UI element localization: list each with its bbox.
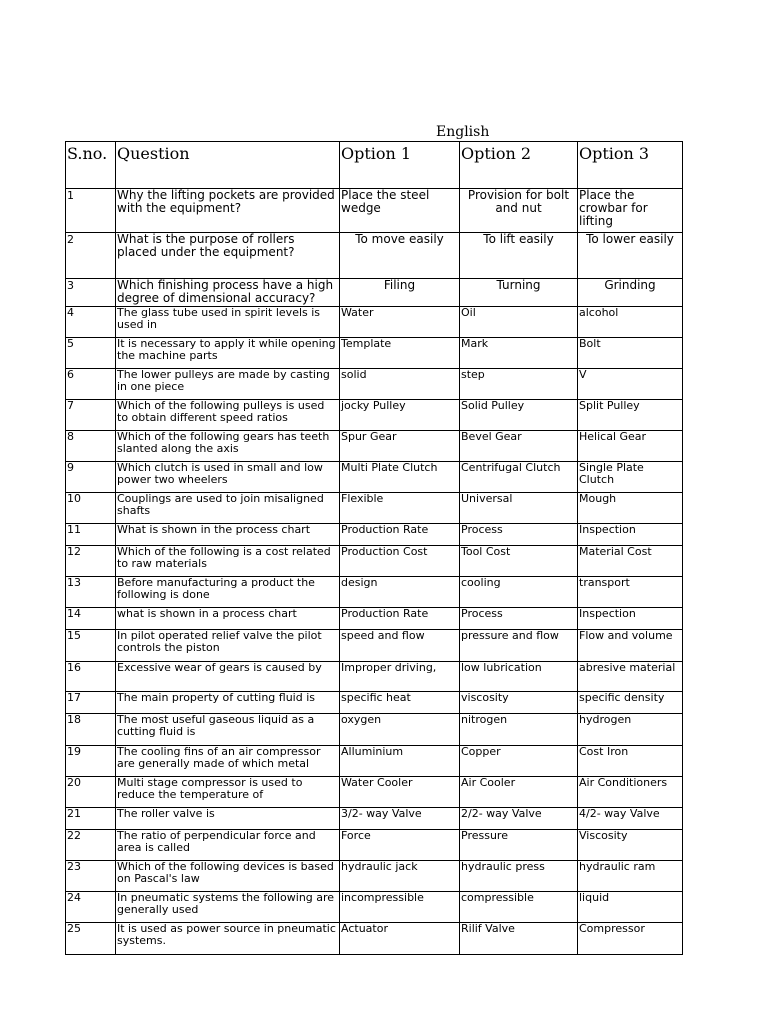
cell-option2: Air Cooler xyxy=(460,777,578,808)
cell-sno: 16 xyxy=(66,662,116,692)
cell-option2: pressure and flow xyxy=(460,630,578,662)
cell-option1: 3/2- way Valve xyxy=(340,808,460,830)
table-row xyxy=(66,923,683,955)
question-table xyxy=(65,141,683,955)
table-row xyxy=(66,524,683,546)
cell-option3: V xyxy=(578,369,683,400)
cell-question: Which clutch is used in small and low power two wheelers xyxy=(116,462,340,493)
header-option2: Option 2 xyxy=(460,142,578,189)
cell-option1: hydraulic jack xyxy=(340,861,460,892)
cell-sno: 13 xyxy=(66,577,116,608)
table-row xyxy=(66,279,683,307)
header-row xyxy=(66,142,683,189)
table-row xyxy=(66,714,683,746)
cell-option2: Pressure xyxy=(460,830,578,861)
cell-option3: transport xyxy=(578,577,683,608)
cell-question: It is used as power source in pneumatic systems. xyxy=(116,923,340,955)
cell-option2: Universal xyxy=(460,493,578,524)
cell-question: In pilot operated relief valve the pilot controls the piston xyxy=(116,630,340,662)
cell-option3: Mough xyxy=(578,493,683,524)
cell-sno: 17 xyxy=(66,692,116,714)
cell-option3: Inspection xyxy=(578,524,683,546)
cell-option1: incompressible xyxy=(340,892,460,923)
cell-sno: 1 xyxy=(66,189,116,233)
cell-sno: 8 xyxy=(66,431,116,462)
table-row xyxy=(66,861,683,892)
cell-question: The most useful gaseous liquid as a cutting fluid is xyxy=(116,714,340,746)
cell-option1: Filing xyxy=(340,279,460,307)
cell-sno: 2 xyxy=(66,233,116,279)
table-row xyxy=(66,189,683,233)
cell-option2: Oil xyxy=(460,307,578,338)
cell-option3: hydraulic ram xyxy=(578,861,683,892)
cell-question: The glass tube used in spirit levels is used in xyxy=(116,307,340,338)
table-row xyxy=(66,577,683,608)
table-row xyxy=(66,431,683,462)
cell-question: Which of the following gears has teeth slanted along the axis xyxy=(116,431,340,462)
cell-option1: speed and flow xyxy=(340,630,460,662)
cell-sno: 23 xyxy=(66,861,116,892)
cell-option1: Production Rate xyxy=(340,608,460,630)
cell-question: The ratio of perpendicular force and area is called xyxy=(116,830,340,861)
cell-sno: 19 xyxy=(66,746,116,777)
cell-option2: low lubrication xyxy=(460,662,578,692)
cell-option3: To lower easily xyxy=(578,233,683,279)
cell-option2: compressible xyxy=(460,892,578,923)
cell-option3: Place the crowbar for lifting xyxy=(578,189,683,233)
table-row xyxy=(66,746,683,777)
cell-option3: Viscosity xyxy=(578,830,683,861)
cell-sno: 15 xyxy=(66,630,116,662)
cell-question: Which of the following pulleys is used to obtain different speed ratios xyxy=(116,400,340,431)
cell-sno: 9 xyxy=(66,462,116,493)
cell-sno: 10 xyxy=(66,493,116,524)
cell-option3: alcohol xyxy=(578,307,683,338)
header-question: Question xyxy=(116,142,340,189)
cell-option3: Single Plate Clutch xyxy=(578,462,683,493)
cell-sno: 25 xyxy=(66,923,116,955)
cell-option1: Production Cost xyxy=(340,546,460,577)
table-row xyxy=(66,338,683,369)
table-row xyxy=(66,692,683,714)
table-row xyxy=(66,892,683,923)
cell-option2: Centrifugal Clutch xyxy=(460,462,578,493)
cell-option3: Material Cost xyxy=(578,546,683,577)
cell-option2: Turning xyxy=(460,279,578,307)
cell-question: what is shown in a process chart xyxy=(116,608,340,630)
cell-option2: Bevel Gear xyxy=(460,431,578,462)
cell-question: Excessive wear of gears is caused by xyxy=(116,662,340,692)
cell-option3: 4/2- way Valve xyxy=(578,808,683,830)
cell-option2: Process xyxy=(460,608,578,630)
cell-option3: Compressor xyxy=(578,923,683,955)
cell-option3: Air Conditioners xyxy=(578,777,683,808)
cell-question: What is the purpose of rollers placed under the equipment? xyxy=(116,233,340,279)
cell-option1: Multi Plate Clutch xyxy=(340,462,460,493)
table-row xyxy=(66,400,683,431)
cell-question: What is shown in the process chart xyxy=(116,524,340,546)
cell-option3: Cost Iron xyxy=(578,746,683,777)
cell-question: Which finishing process have a high degree of dimensional accuracy? xyxy=(116,279,340,307)
cell-option2: Process xyxy=(460,524,578,546)
cell-option1: Flexible xyxy=(340,493,460,524)
cell-option1: Spur Gear xyxy=(340,431,460,462)
cell-option1: solid xyxy=(340,369,460,400)
cell-option1: Production Rate xyxy=(340,524,460,546)
table-row xyxy=(66,830,683,861)
table-row xyxy=(66,546,683,577)
cell-option1: Actuator xyxy=(340,923,460,955)
cell-option2: step xyxy=(460,369,578,400)
cell-sno: 14 xyxy=(66,608,116,630)
table-row xyxy=(66,630,683,662)
cell-option3: hydrogen xyxy=(578,714,683,746)
cell-option3: Grinding xyxy=(578,279,683,307)
cell-question: Why the lifting pockets are provided with the equipment? xyxy=(116,189,340,233)
cell-option2: nitrogen xyxy=(460,714,578,746)
cell-option1: Force xyxy=(340,830,460,861)
cell-sno: 24 xyxy=(66,892,116,923)
table-row xyxy=(66,233,683,279)
cell-option2: hydraulic press xyxy=(460,861,578,892)
cell-option2: Tool Cost xyxy=(460,546,578,577)
cell-option3: Helical Gear xyxy=(578,431,683,462)
cell-option3: Split Pulley xyxy=(578,400,683,431)
cell-option1: design xyxy=(340,577,460,608)
cell-sno: 12 xyxy=(66,546,116,577)
cell-question: Couplings are used to join misaligned shafts xyxy=(116,493,340,524)
cell-question: The cooling fins of an air compressor are generally made of which metal xyxy=(116,746,340,777)
cell-question: The roller valve is xyxy=(116,808,340,830)
table-row xyxy=(66,662,683,692)
cell-sno: 18 xyxy=(66,714,116,746)
table-row xyxy=(66,608,683,630)
cell-option1: Template xyxy=(340,338,460,369)
cell-question: The main property of cutting fluid is xyxy=(116,692,340,714)
cell-question: Which of the following devices is based on Pascal's law xyxy=(116,861,340,892)
cell-option2: Copper xyxy=(460,746,578,777)
cell-option3: specific density xyxy=(578,692,683,714)
cell-question: Which of the following is a cost related to raw materials xyxy=(116,546,340,577)
cell-option1: oxygen xyxy=(340,714,460,746)
table-row xyxy=(66,808,683,830)
cell-sno: 21 xyxy=(66,808,116,830)
cell-option1: Place the steel wedge xyxy=(340,189,460,233)
header-option1: Option 1 xyxy=(340,142,460,189)
cell-sno: 11 xyxy=(66,524,116,546)
cell-sno: 22 xyxy=(66,830,116,861)
cell-option3: liquid xyxy=(578,892,683,923)
header-option3: Option 3 xyxy=(578,142,683,189)
cell-question: Multi stage compressor is used to reduce the temperature of xyxy=(116,777,340,808)
cell-question: It is necessary to apply it while opening the machine parts xyxy=(116,338,340,369)
cell-option1: To move easily xyxy=(340,233,460,279)
cell-option1: Water xyxy=(340,307,460,338)
cell-question: In pneumatic systems the following are generally used xyxy=(116,892,340,923)
table-row xyxy=(66,369,683,400)
cell-sno: 4 xyxy=(66,307,116,338)
cell-option2: Mark xyxy=(460,338,578,369)
table-row xyxy=(66,307,683,338)
cell-sno: 20 xyxy=(66,777,116,808)
language-label: English xyxy=(436,124,490,140)
cell-sno: 6 xyxy=(66,369,116,400)
header-sno: S.no. xyxy=(66,142,116,189)
cell-option1: Alluminium xyxy=(340,746,460,777)
cell-option1: Improper driving, xyxy=(340,662,460,692)
cell-sno: 5 xyxy=(66,338,116,369)
cell-sno: 3 xyxy=(66,279,116,307)
cell-question: The lower pulleys are made by casting in one piece xyxy=(116,369,340,400)
cell-option1: specific heat xyxy=(340,692,460,714)
cell-option3: abresive material xyxy=(578,662,683,692)
table-row xyxy=(66,493,683,524)
cell-option1: Water Cooler xyxy=(340,777,460,808)
cell-sno: 7 xyxy=(66,400,116,431)
table-row xyxy=(66,777,683,808)
table-row xyxy=(66,462,683,493)
cell-option2: viscosity xyxy=(460,692,578,714)
cell-option2: cooling xyxy=(460,577,578,608)
cell-option1: jocky Pulley xyxy=(340,400,460,431)
cell-question: Before manufacturing a product the following is done xyxy=(116,577,340,608)
cell-option3: Bolt xyxy=(578,338,683,369)
cell-option2: To lift easily xyxy=(460,233,578,279)
cell-option2: 2/2- way Valve xyxy=(460,808,578,830)
cell-option3: Flow and volume xyxy=(578,630,683,662)
cell-option3: Inspection xyxy=(578,608,683,630)
cell-option2: Rilif Valve xyxy=(460,923,578,955)
cell-option2: Solid Pulley xyxy=(460,400,578,431)
cell-option2: Provision for bolt and nut xyxy=(460,189,578,233)
